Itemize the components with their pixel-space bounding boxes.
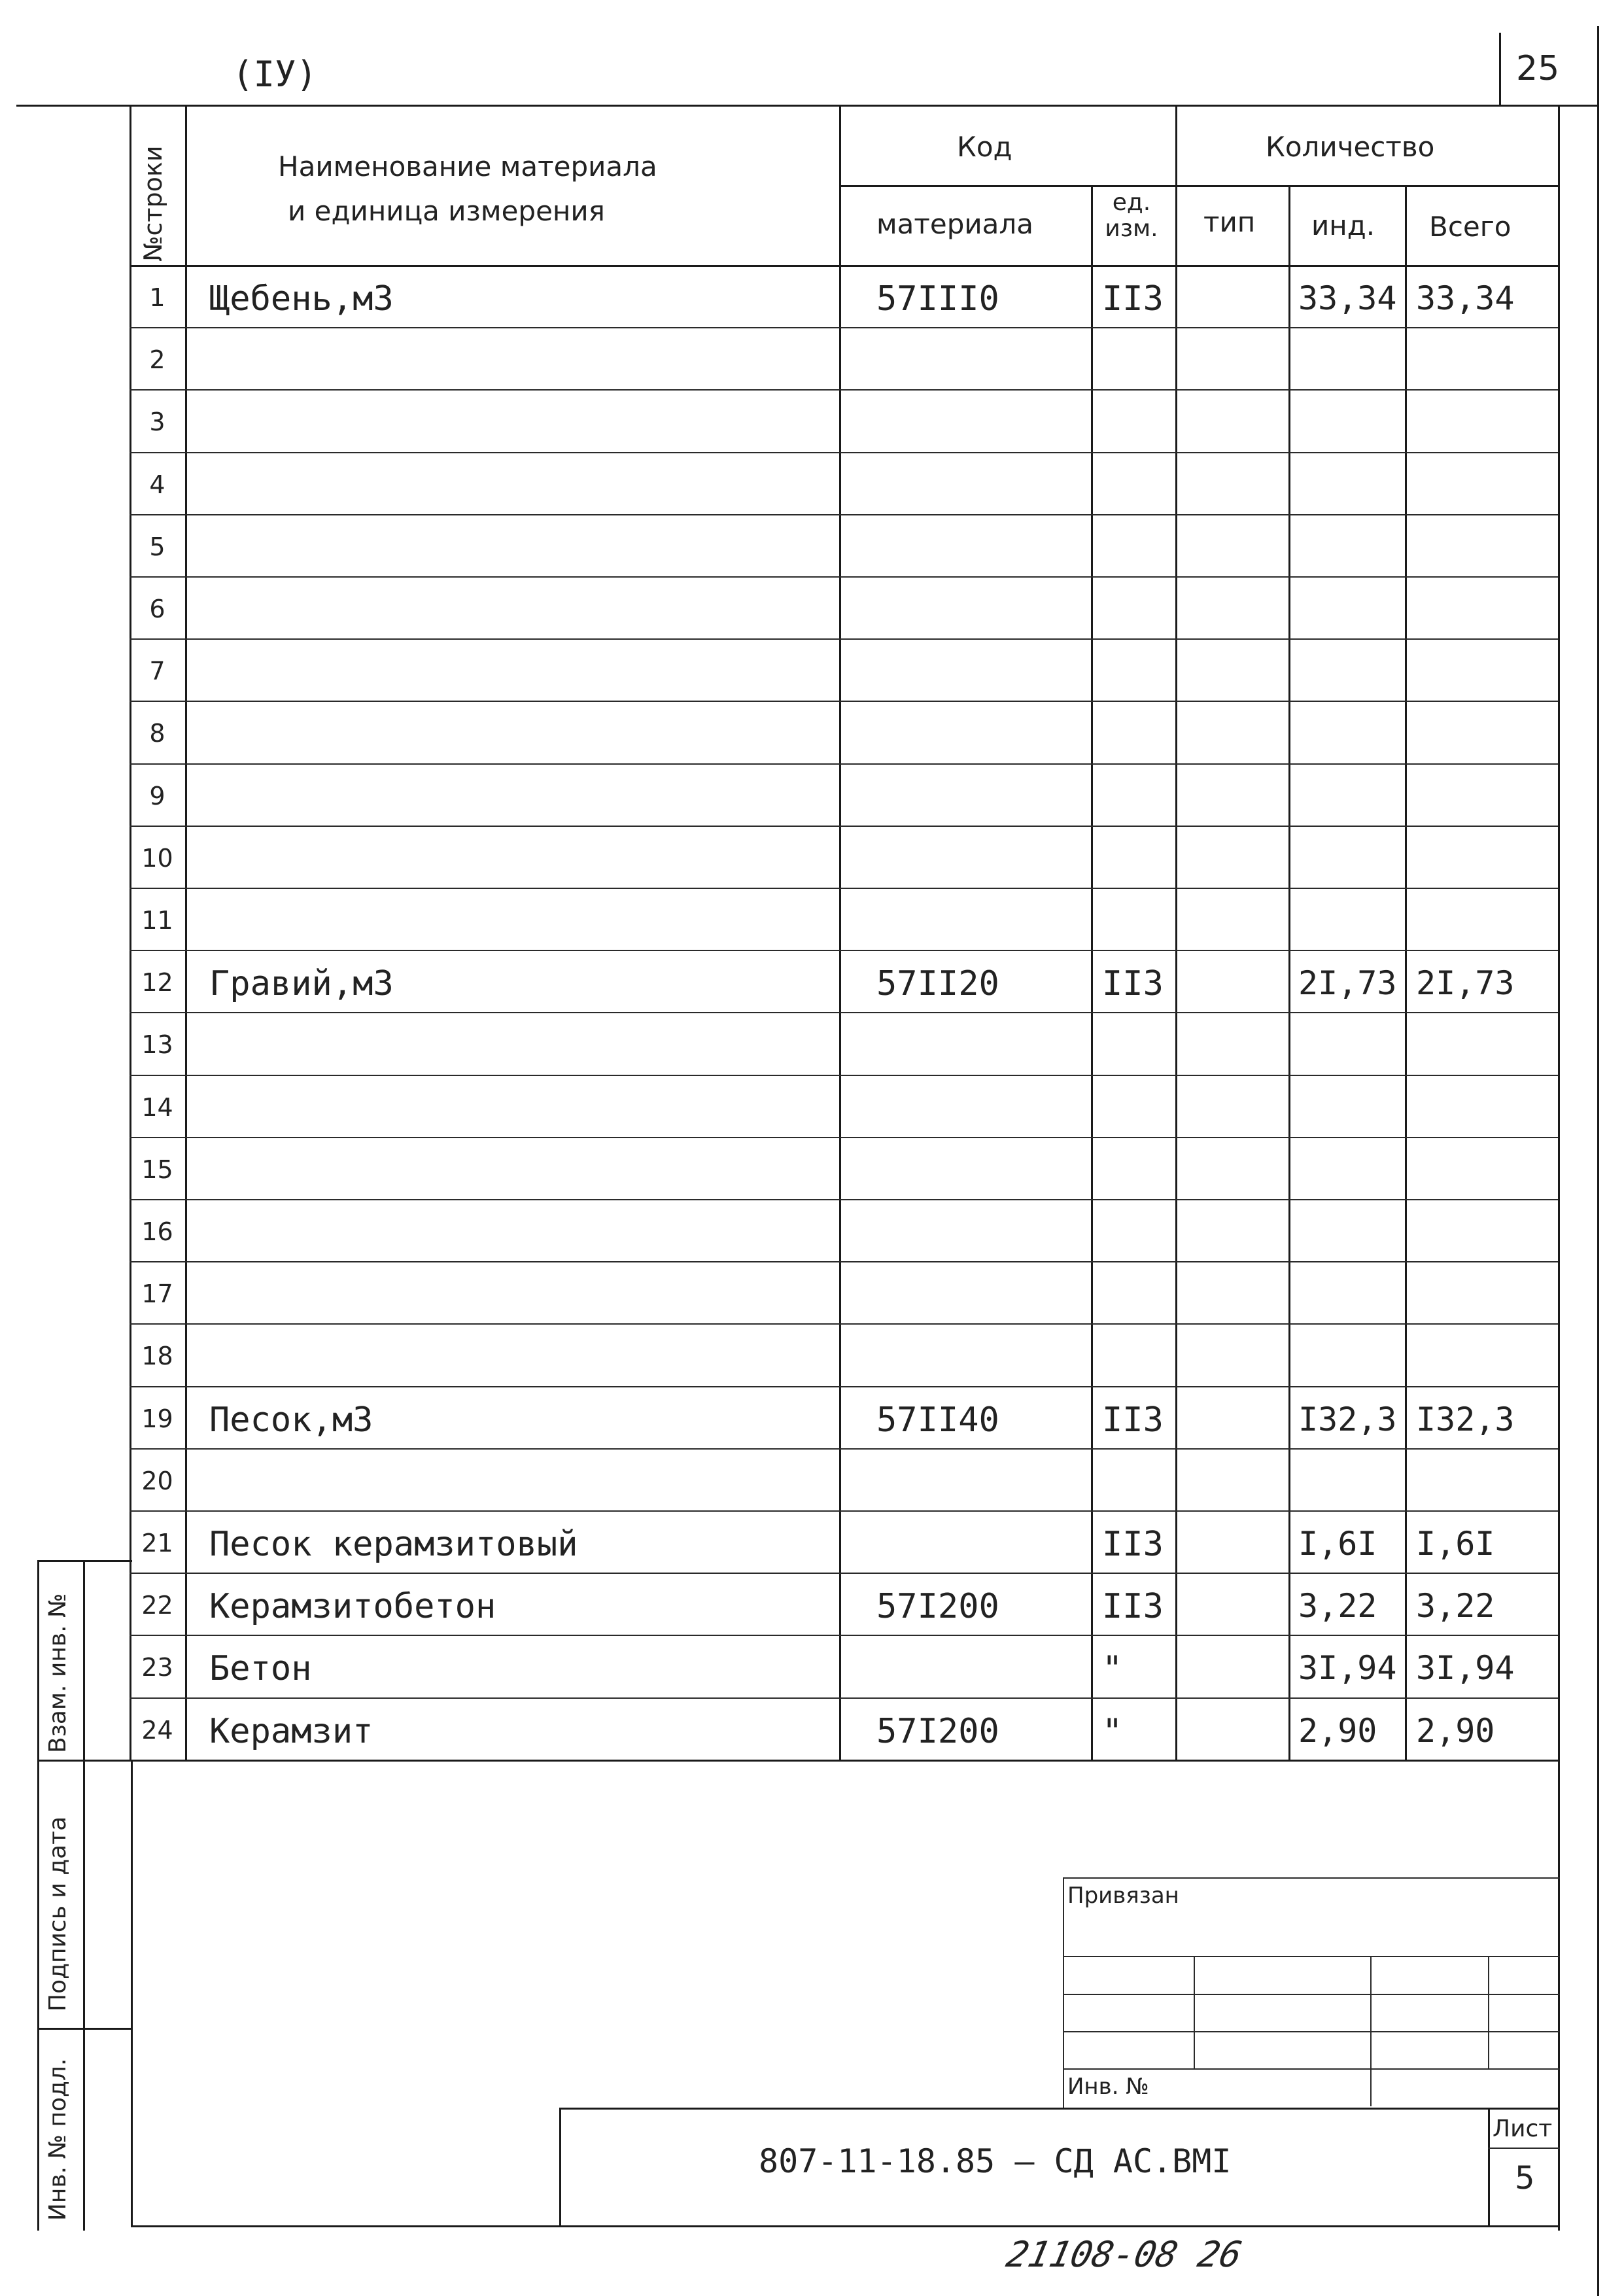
list-number: 5 <box>1515 2160 1535 2197</box>
top-frame-line <box>16 105 1599 107</box>
right-outer-border <box>1597 26 1599 2296</box>
row-line <box>130 1573 1558 1574</box>
side-stamp-top <box>37 1560 132 1562</box>
row-number: 15 <box>141 1155 173 1184</box>
row-code: 57I200 <box>876 1587 999 1626</box>
row-line <box>130 763 1558 765</box>
inv-no-label: Инв. № <box>1067 2074 1149 2100</box>
row-number: 1 <box>149 283 165 312</box>
row-number: 10 <box>141 844 173 873</box>
row-name: Керамзит <box>209 1712 373 1751</box>
row-number: 14 <box>141 1093 173 1122</box>
row-unit: II3 <box>1102 1400 1164 1440</box>
row-total: 33,34 <box>1416 279 1515 317</box>
stamp-top <box>559 2108 1560 2110</box>
row-line <box>130 1012 1558 1013</box>
row-line <box>130 950 1558 951</box>
bottom-frame-line <box>131 2225 1560 2227</box>
right-inner-border <box>1558 105 1560 2231</box>
row-ind: 2I,73 <box>1298 964 1397 1002</box>
row-ind: I32,3 <box>1298 1400 1397 1438</box>
row-line <box>130 1261 1558 1262</box>
row-line <box>130 826 1558 827</box>
row-code: 57II20 <box>876 964 999 1003</box>
side-stamp-podpis-data: Подпись и дата <box>44 1816 71 2011</box>
row-ind: 3,22 <box>1298 1587 1377 1625</box>
row-name: Гравий,м3 <box>209 964 394 1003</box>
header-name-line2: и единица измерения <box>288 195 605 227</box>
header-name-line1: Наименование материала <box>278 150 657 183</box>
header-code-unit: ед. изм. <box>1105 189 1158 242</box>
row-number: 9 <box>149 782 165 810</box>
row-number: 7 <box>149 657 165 686</box>
side-stamp-div2 <box>37 2028 132 2030</box>
row-line <box>130 327 1558 328</box>
header-qty-type: тип <box>1203 206 1256 238</box>
row-ind: I,6I <box>1298 1525 1377 1563</box>
row-number: 18 <box>141 1342 173 1370</box>
privyazan-col1 <box>1194 1956 1195 2068</box>
row-line <box>130 701 1558 702</box>
side-stamp-inv-podl: Инв. № подл. <box>44 2058 71 2221</box>
header-qty-total: Всего <box>1429 211 1512 243</box>
row-name: Песок,м3 <box>209 1400 373 1440</box>
row-number: 12 <box>141 968 173 997</box>
row-line <box>130 514 1558 515</box>
row-number: 19 <box>141 1404 173 1433</box>
row-unit: II3 <box>1102 964 1164 1003</box>
row-name: Песок керамзитовый <box>209 1525 578 1564</box>
row-name: Щебень,м3 <box>209 279 394 319</box>
side-stamp-div1 <box>37 1760 132 1762</box>
stamp-left <box>559 2108 561 2227</box>
stamp-list-divider <box>1488 2108 1490 2227</box>
row-line <box>130 638 1558 640</box>
row-number: 20 <box>141 1467 173 1495</box>
row-line <box>130 1075 1558 1076</box>
privyazan-label: Привязан <box>1067 1883 1179 1909</box>
header-qty-ind: инд. <box>1311 209 1375 241</box>
row-number: 22 <box>141 1591 173 1620</box>
col-line-ind <box>1405 185 1407 1760</box>
row-code: 57II40 <box>876 1400 999 1440</box>
row-number: 6 <box>149 595 165 623</box>
row-total: 3I,94 <box>1416 1649 1515 1687</box>
row-total: I32,3 <box>1416 1400 1515 1438</box>
row-line <box>130 1386 1558 1387</box>
row-number: 2 <box>149 345 165 374</box>
row-line <box>130 1448 1558 1450</box>
handwritten-footer: 21108-08 26 <box>1003 2234 1246 2275</box>
row-number: 13 <box>141 1030 173 1059</box>
header-qty-group: Количество <box>1266 131 1435 163</box>
row-total: 3,22 <box>1416 1587 1495 1625</box>
row-line <box>130 389 1558 391</box>
section-label: (IУ) <box>232 54 318 95</box>
doc-code: 807-11-18.85 – СД АС.ВМI <box>759 2142 1232 2180</box>
privyazan-row2 <box>1063 1994 1560 1995</box>
row-number: 21 <box>141 1529 173 1557</box>
row-code: 57III0 <box>876 279 999 319</box>
privyazan-col2 <box>1370 1956 1372 2106</box>
row-unit: II3 <box>1102 1587 1164 1626</box>
row-line <box>130 452 1558 453</box>
col-line-type <box>1288 185 1290 1760</box>
row-name: Керамзитобетон <box>209 1587 496 1626</box>
col-line-code <box>1091 185 1093 1760</box>
row-line <box>130 1635 1558 1636</box>
stamp-list-hline <box>1488 2148 1560 2149</box>
row-number: 24 <box>141 1716 173 1745</box>
privyazan-col3 <box>1488 1956 1489 2068</box>
row-line <box>130 1697 1558 1699</box>
row-ind: 2,90 <box>1298 1712 1377 1750</box>
row-line <box>130 576 1558 578</box>
row-line <box>130 1199 1558 1200</box>
side-stamp-vzam-inv: Взам. инв. № <box>44 1593 71 1753</box>
header-mid-line <box>839 185 1558 187</box>
privyazan-row1 <box>1063 1956 1560 1957</box>
row-number: 11 <box>141 906 173 935</box>
privyazan-row3 <box>1063 2031 1560 2032</box>
row-total: 2,90 <box>1416 1712 1495 1750</box>
side-stamp-left <box>37 1560 39 2231</box>
row-name: Бетон <box>209 1649 312 1688</box>
row-line <box>130 1323 1558 1325</box>
row-ind: 3I,94 <box>1298 1649 1397 1687</box>
privyazan-row4 <box>1063 2068 1560 2070</box>
row-code: 57I200 <box>876 1712 999 1751</box>
privyazan-top <box>1063 1877 1560 1879</box>
row-total: 2I,73 <box>1416 964 1515 1002</box>
row-total: I,6I <box>1416 1525 1495 1563</box>
row-unit: II3 <box>1102 279 1164 319</box>
row-number: 23 <box>141 1653 173 1682</box>
list-label: Лист <box>1493 2115 1553 2142</box>
header-code-group: Код <box>957 131 1012 163</box>
row-line <box>130 1137 1558 1138</box>
row-line <box>130 1760 1558 1762</box>
row-number: 3 <box>149 408 165 436</box>
sheet-corner-number: 25 <box>1516 49 1560 88</box>
header-bottom-line <box>130 265 1558 267</box>
row-number: 17 <box>141 1279 173 1308</box>
row-unit: II3 <box>1102 1525 1164 1564</box>
row-line <box>130 888 1558 889</box>
header-code-material: материала <box>876 208 1034 240</box>
row-line <box>130 1510 1558 1512</box>
row-unit: " <box>1102 1649 1123 1688</box>
corner-box-left <box>1499 33 1501 107</box>
left-frame-lower <box>131 1760 133 2227</box>
header-rownum: №строки <box>139 145 167 262</box>
row-number: 4 <box>149 470 165 499</box>
row-unit: " <box>1102 1712 1123 1751</box>
row-number: 5 <box>149 532 165 561</box>
side-stamp-mid <box>83 1560 85 2231</box>
row-ind: 33,34 <box>1298 279 1397 317</box>
row-number: 8 <box>149 719 165 748</box>
row-number: 16 <box>141 1217 173 1246</box>
